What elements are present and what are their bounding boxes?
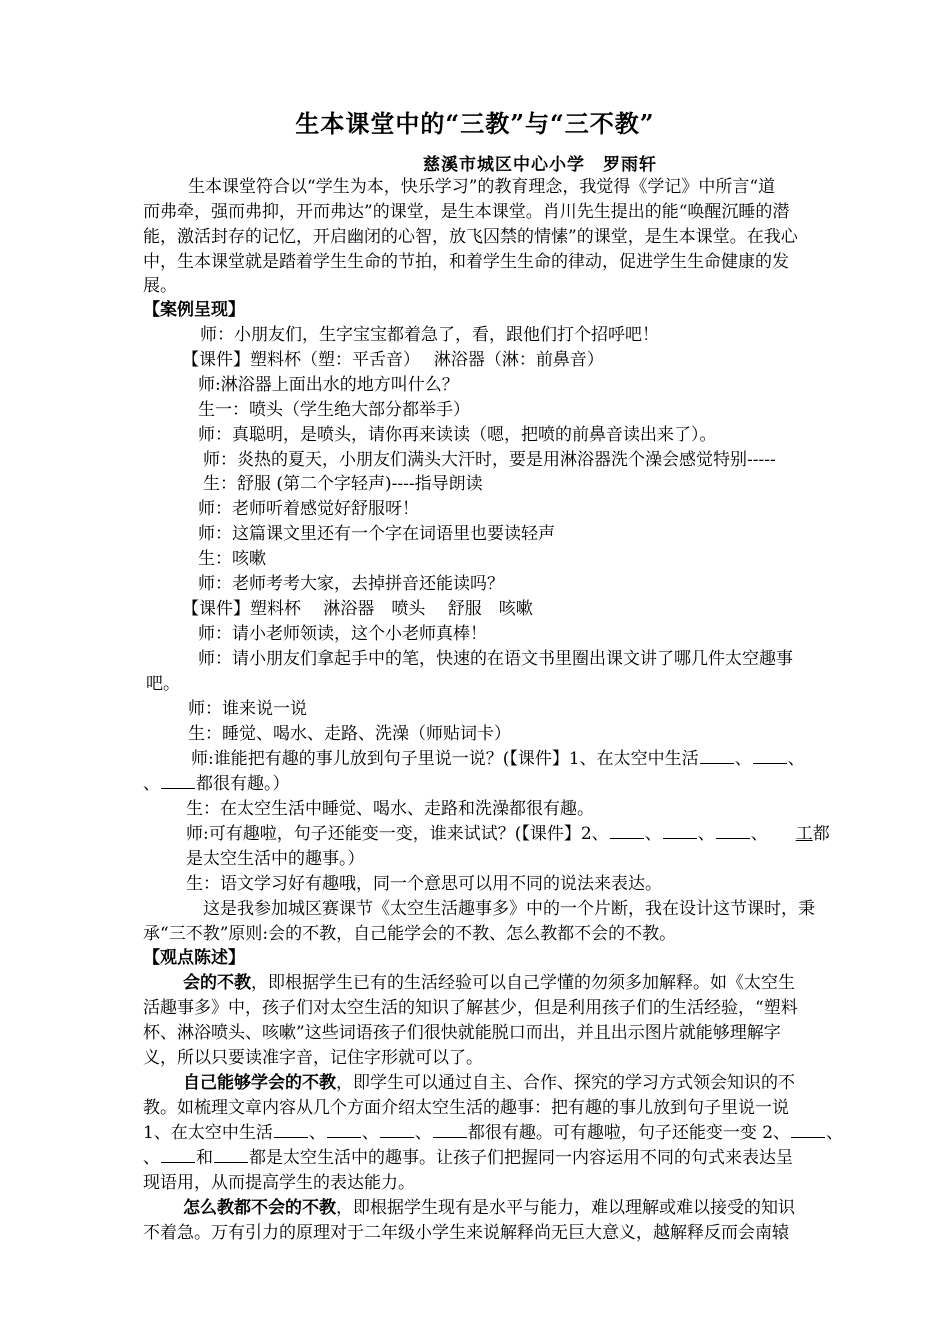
fill-blank [274, 1121, 308, 1138]
underlined-char: 工 [795, 824, 813, 844]
author-line: 慈溪市城区中心小学 罗雨轩 [423, 155, 657, 175]
case-line: 生：语文学习好有趣哦，同一个意思可以用不同的说法来表达。 [186, 874, 662, 894]
case-line: 生：睡觉、喝水、走路、洗澡（师贴词卡） [188, 724, 511, 744]
view-line: 杯、淋浴喷头、咳嗽”这些词语孩子们很快就能脱口而出，并且出示图片就能够理解字 [143, 1023, 781, 1043]
case-line: 【课件】塑料杯（塑：平舌音） 淋浴器（淋：前鼻音） [182, 350, 604, 370]
case-text: 、 [787, 749, 805, 769]
view-line: 不着急。万有引力的原理对于二年级小学生来说解释尚无巨大意义，越解释反而会南辕 [143, 1223, 789, 1243]
view-text: 、 [308, 1123, 326, 1143]
fill-blank [663, 822, 697, 839]
fill-blank [610, 822, 644, 839]
case-line: 生：咳嗽 [198, 549, 266, 569]
view-line: 义，所以只要读准字音，记住字形就可以了。 [143, 1048, 483, 1068]
section-heading-case: 【案例呈现】 [143, 300, 245, 320]
view-keyword: 怎么教都不会的不教 [183, 1198, 336, 1218]
fill-blank [700, 747, 734, 764]
case-line: 生：舒服 (第二个字轻声)----指导朗读 [203, 474, 483, 494]
view-text: 、 [143, 1148, 160, 1168]
case-line: 师:淋浴器上面出水的地方叫什么？ [198, 375, 459, 395]
view-line: 教。如梳理文章内容从几个方面介绍太空生活的趣事：把有趣的事儿放到句子里说一说 [143, 1098, 789, 1118]
case-line: 师：小朋友们，生字宝宝都着急了，看，跟他们打个招呼吧！ [200, 325, 659, 345]
case-line: 师：老师听着感觉好舒服呀！ [198, 499, 419, 519]
case-line: 师：真聪明，是喷头，请你再来读读（嗯，把喷的前鼻音读出来了）。 [198, 425, 717, 445]
case-text: 都很有趣。） [196, 774, 290, 794]
case-text: 师:谁能把有趣的事儿放到句子里说一说？(【课件】1、在太空中生活 [191, 749, 699, 769]
view-text: ，即学生可以通过自主、合作、探究的学习方式领会知识的不 [336, 1073, 795, 1093]
view-text: 都是太空生活中的趣事。让孩子们把握同一内容运用不同的句式来表达呈 [249, 1148, 793, 1168]
case-text: 、 [750, 824, 768, 844]
fill-blank [161, 1146, 195, 1163]
fill-blank [753, 747, 787, 764]
case-line [191, 747, 805, 771]
intro-line-2: 而弗牵，强而弗抑，开而弗达”的课堂，是生本课堂。肖川先生提出的能“唤醒沉睡的潜 [143, 202, 790, 222]
section-heading-views: 【观点陈述】 [143, 948, 245, 968]
fill-blank [214, 1146, 248, 1163]
case-line: 师：请小朋友们拿起手中的笔，快速的在语文书里圈出课文讲了哪几件太空趣事 [198, 649, 793, 669]
case-line: 师：请小老师领读，这个小老师真棒！ [198, 624, 487, 644]
view-text: 1、在太空中生活 [143, 1123, 273, 1143]
view-text: 、 [826, 1123, 844, 1143]
case-text: 、 [143, 774, 160, 794]
case-line: 这是我参加城区赛课节《太空生活趣事多》中的一个片断，我在设计这节课时，秉 [203, 899, 815, 919]
fill-blank [161, 772, 195, 789]
fill-blank [380, 1121, 414, 1138]
view-line [143, 1121, 843, 1145]
case-line [186, 822, 830, 846]
view-line [183, 1071, 795, 1095]
case-line: 是太空生活中的趣事。） [186, 849, 365, 869]
case-text: 都 [812, 824, 830, 844]
view-line [183, 971, 795, 995]
case-text: 、 [697, 824, 715, 844]
fill-blank [716, 822, 750, 839]
view-line: 活趣事多》中，孩子们对太空生活的知识了解甚少，但是利用孩子们的生活经验，“塑料 [143, 998, 798, 1018]
case-line: 生：在太空生活中睡觉、喝水、走路和洗澡都很有趣。 [186, 799, 594, 819]
case-line: 师：炎热的夏天，小朋友们满头大汗时，要是用淋浴器洗个澡会感觉特别----- [203, 450, 776, 470]
view-text: 和 [196, 1148, 213, 1168]
fill-blank [433, 1121, 467, 1138]
case-line: 生一：喷头（学生绝大部分都举手） [198, 400, 470, 420]
intro-line-1: 生本课堂符合以“学生为本，快乐学习”的教育理念，我觉得《学记》中所言“道 [188, 177, 776, 197]
view-text: ，即根据学生已有的生活经验可以自己学懂的勿须多加解释。如《太空生 [251, 973, 795, 993]
intro-line-3: 能，激活封存的记忆，开启幽闭的心智，放飞囚禁的情愫”的课堂，是生本课堂。在我心 [143, 227, 798, 247]
view-line [143, 1146, 793, 1170]
case-line: 师：这篇课文里还有一个字在词语里也要读轻声 [198, 524, 555, 544]
case-line: 【课件】塑料杯 淋浴器 喷头 舒服 咳嗽 [182, 599, 533, 619]
fill-blank [791, 1121, 825, 1138]
view-keyword: 会的不教 [183, 973, 251, 993]
intro-line-4: 中，生本课堂就是踏着学生生命的节拍，和着学生生命的律动，促进学生生命健康的发 [143, 252, 789, 272]
case-text: 、 [734, 749, 752, 769]
case-text: 师:可有趣啦，句子还能变一变，谁来试试？(【课件】2、 [186, 824, 609, 844]
view-keyword: 自己能够学会的不教 [183, 1073, 336, 1093]
case-line: 师：老师考考大家，去掉拼音还能读吗？ [198, 574, 504, 594]
case-text: 、 [644, 824, 662, 844]
view-text: 、 [361, 1123, 379, 1143]
view-text: 都很有趣。可有趣啦，句子还能变一变 2、 [467, 1123, 791, 1143]
page-title: 生本课堂中的“三教”与“三不教” [295, 109, 655, 138]
view-text: 、 [414, 1123, 432, 1143]
view-line: 现语用，从而提高学生的表达能力。 [143, 1173, 415, 1193]
fill-blank [327, 1121, 361, 1138]
intro-line-5: 展。 [143, 276, 177, 296]
case-line: 师：谁来说一说 [188, 699, 307, 719]
case-line [143, 772, 290, 796]
case-line: 承“三不教”原则:会的不教，自己能学会的不教、怎么教都不会的不教。 [143, 924, 677, 944]
view-text: ，即根据学生现有是水平与能力，难以理解或难以接受的知识 [336, 1198, 795, 1218]
case-line: 吧。 [146, 674, 180, 694]
view-line [183, 1196, 795, 1220]
